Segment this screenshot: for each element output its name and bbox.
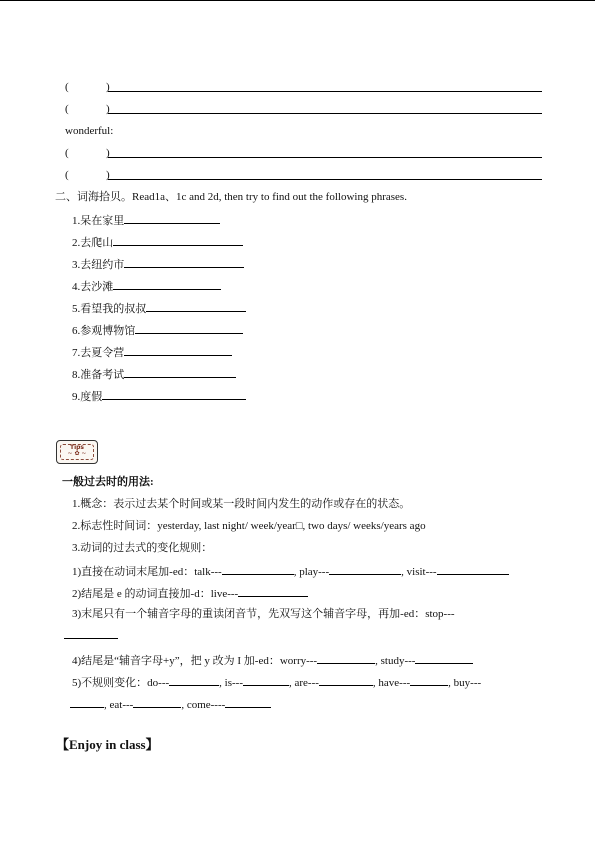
- tips-label: Tips: [69, 444, 84, 451]
- grammar-concept: 1.概念：表示过去某个时间或某一段时间内发生的动作或存在的状态。: [72, 498, 411, 510]
- tips-ornament: ~ ✿ ~: [67, 450, 87, 457]
- answer-blank[interactable]: [437, 563, 509, 575]
- answer-line[interactable]: [108, 102, 542, 114]
- phrase-item: 1.呆在家里: [72, 212, 220, 228]
- phrase-item: 5.看望我的叔叔: [72, 300, 246, 316]
- grammar-markers: 2.标志性时间词：yesterday, last night/ week/year□, two days/ weeks/years ago: [72, 520, 426, 532]
- page-top-rule: [0, 0, 595, 1]
- answer-blank[interactable]: [238, 585, 308, 597]
- phrase-blank[interactable]: [124, 344, 232, 356]
- answer-blank[interactable]: [243, 674, 289, 686]
- answer-blank[interactable]: [410, 674, 448, 686]
- blank-parentheses[interactable]: ( ): [65, 103, 110, 115]
- answer-blank[interactable]: [225, 696, 271, 708]
- answer-blank[interactable]: [169, 674, 219, 686]
- section2-heading: 二、词海拾贝。Read1a、1c and 2d, then try to find out the following phrases.: [55, 191, 407, 203]
- answer-blank[interactable]: [222, 563, 294, 575]
- rule-3: 3)末尾只有一个辅音字母的重读闭音节，先双写这个辅音字母，再加-ed：stop---: [72, 608, 455, 620]
- tips-icon: [56, 440, 98, 464]
- rule-4: 4)结尾是“辅音字母+y”，把 y 改为 I 加-ed：worry--- , study---: [72, 652, 473, 668]
- phrase-item: 8.准备考试: [72, 366, 236, 382]
- phrase-item: 3.去纽约市: [72, 256, 244, 272]
- answer-blank[interactable]: [329, 563, 401, 575]
- rule-5: 5)不规则变化：do--- , is--- , are--- , have--- , buy---: [72, 674, 481, 690]
- rule-3-continuation: [64, 627, 118, 643]
- phrase-blank[interactable]: [124, 366, 236, 378]
- answer-line[interactable]: [108, 146, 542, 158]
- answer-blank[interactable]: [64, 627, 118, 639]
- rule-2: 2)结尾是 e 的动词直接加-d：live---: [72, 585, 308, 601]
- phrase-blank[interactable]: [113, 234, 243, 246]
- enjoy-in-class-heading: 【Enjoy in class】: [56, 737, 159, 752]
- rule-5-continuation: , eat--- , come----: [70, 696, 271, 712]
- phrase-item: 2.去爬山: [72, 234, 243, 250]
- rule-1: 1)直接在动词末尾加-ed：talk--- , play--- , visit---: [72, 563, 509, 579]
- answer-blank[interactable]: [415, 652, 473, 664]
- wonderful-label: wonderful:: [65, 125, 114, 137]
- phrase-blank[interactable]: [102, 388, 246, 400]
- answer-blank[interactable]: [70, 696, 104, 708]
- blank-parentheses[interactable]: ( ): [65, 169, 110, 181]
- blank-parentheses[interactable]: ( ): [65, 81, 110, 93]
- phrase-item: 9.度假: [72, 388, 246, 404]
- answer-line[interactable]: [108, 168, 542, 180]
- grammar-title: 一般过去时的用法:: [62, 476, 154, 488]
- phrase-item: 7.去夏令营: [72, 344, 232, 360]
- answer-blank[interactable]: [319, 674, 373, 686]
- phrase-item: 6.参观博物馆: [72, 322, 243, 338]
- answer-line[interactable]: [108, 80, 542, 92]
- grammar-rules-title: 3.动词的过去式的变化规则：: [72, 542, 213, 554]
- phrase-blank[interactable]: [135, 322, 243, 334]
- answer-blank[interactable]: [133, 696, 181, 708]
- phrase-item: 4.去沙滩: [72, 278, 221, 294]
- answer-blank[interactable]: [317, 652, 375, 664]
- phrase-blank[interactable]: [124, 256, 244, 268]
- phrase-blank[interactable]: [124, 212, 220, 224]
- phrase-blank[interactable]: [113, 278, 221, 290]
- blank-parentheses[interactable]: ( ): [65, 147, 110, 159]
- phrase-blank[interactable]: [146, 300, 246, 312]
